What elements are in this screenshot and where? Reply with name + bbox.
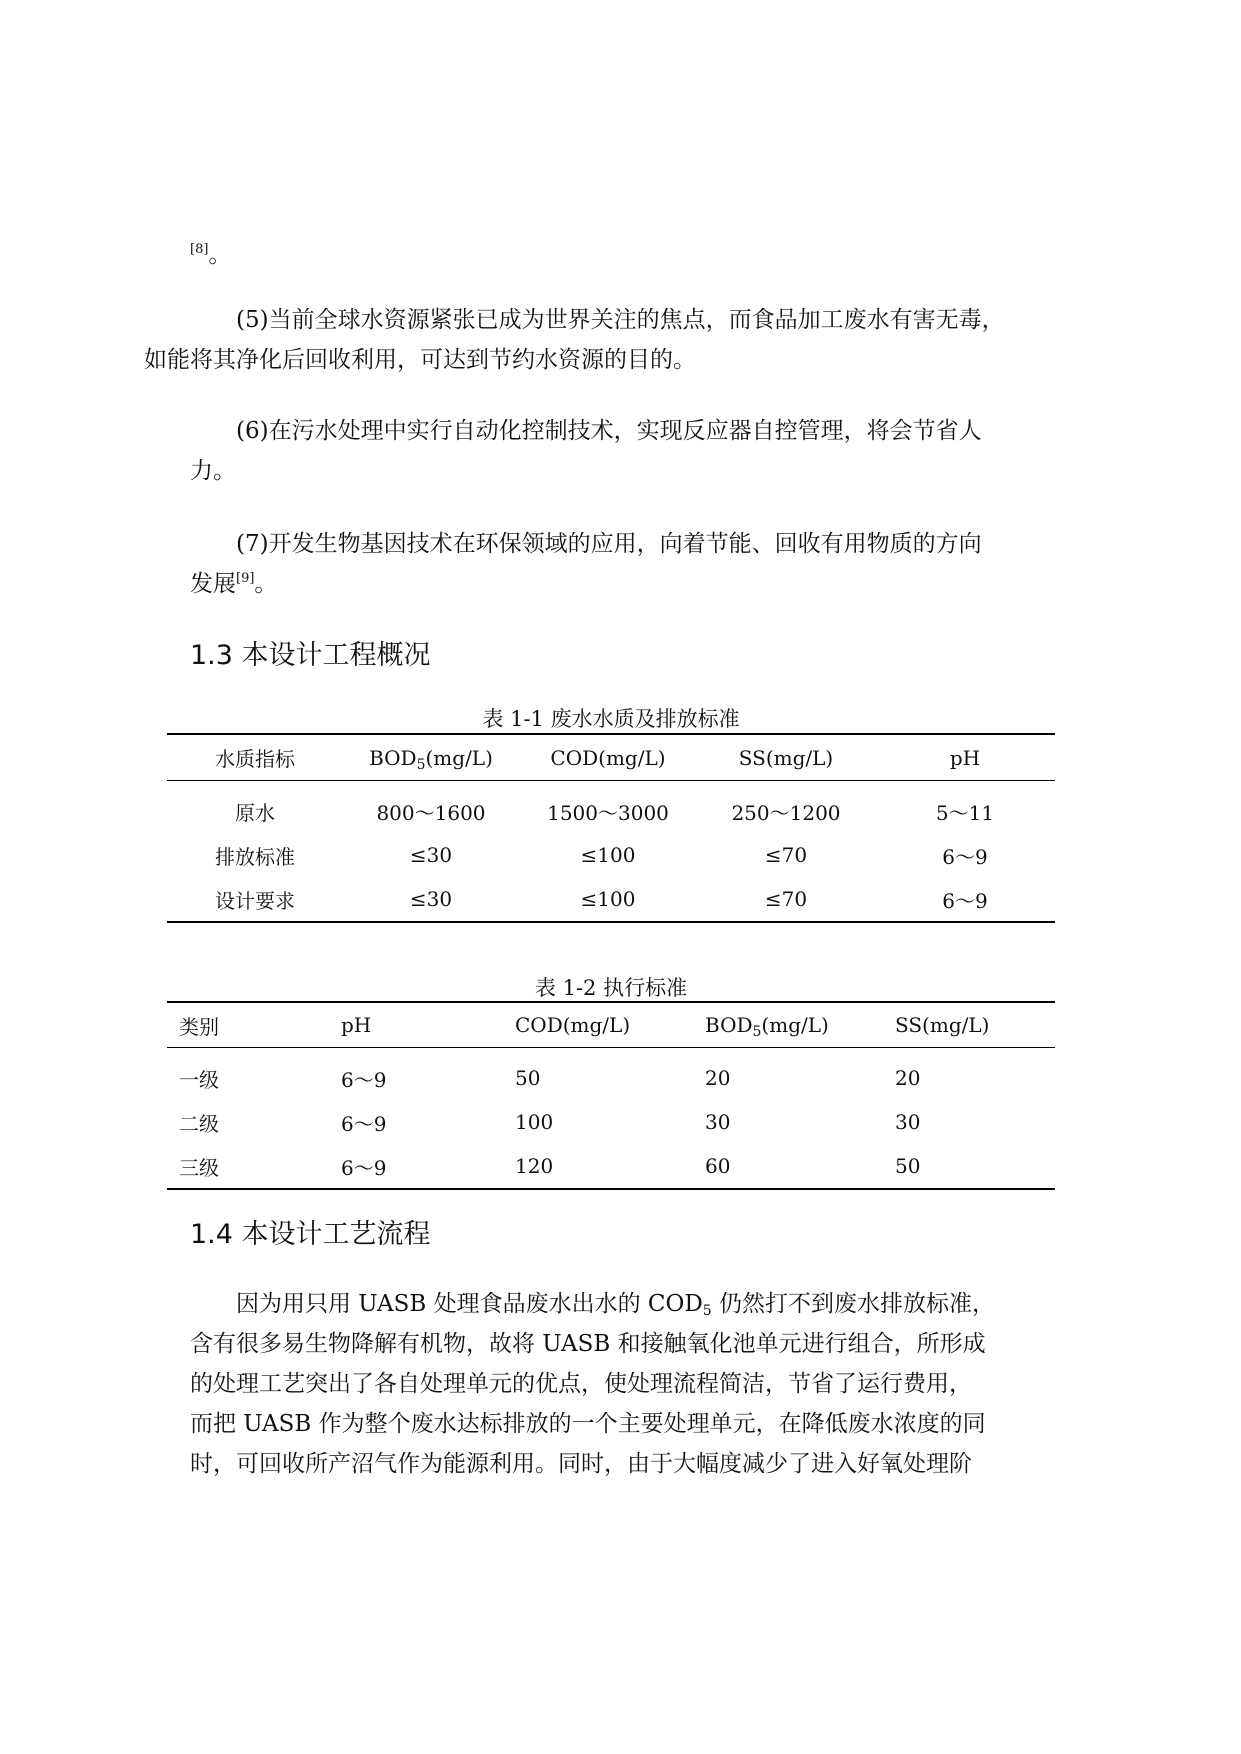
column-header: $BOD_5(mg/L)$ [705,1013,829,1040]
column-header: 水质指标 [215,747,295,771]
table-cell: 50 [895,1154,921,1178]
section-heading-1-4: 1.4 本设计工艺流程 [190,1219,431,1250]
table-header-row [167,1002,1055,1048]
paragraph-5 [144,300,1052,380]
table-cell: 原水 [235,800,275,825]
table-row [167,1144,1055,1189]
table-cell: 20 [705,1066,731,1090]
text-fragment: 发展 [190,571,236,597]
table-row [167,1048,1055,1101]
table-cell: 20 [895,1066,921,1090]
table-cell: 6～9 [341,1155,387,1180]
table-water-quality [167,733,1055,923]
column-header: $BOD_5(mg/L)$ [369,745,493,773]
table-cell: 排放标准 [215,844,295,869]
table-row [167,877,1055,922]
table-cell: 30 [895,1110,921,1134]
table-cell: 60 [705,1154,731,1178]
table-cell: 6～9 [942,844,988,869]
punctuation: 。 [208,242,232,268]
text-line: (6)在污水处理中实行自动化控制技术，实现反应器自控管理，将会节省人 [236,418,982,444]
paragraph-6 [190,411,1052,491]
column-header: pH [341,1013,372,1037]
table-row [167,833,1055,877]
table-cell: 三级 [179,1155,219,1180]
table-cell: 100 [515,1110,554,1134]
text-line: (5)当前全球水资源紧张已成为世界关注的焦点，而食品加工废水有害无毒， [236,307,1005,333]
table-cell: ≤70 [764,887,808,911]
citation-ref: [8] [190,242,209,257]
text-line: 时，可回收所产沼气作为能源利用。同时，由于大幅度减少了进入好氧处理阶 [190,1451,972,1477]
table-cell: ≤100 [580,887,636,911]
section-heading-1-3: 1.3 本设计工程概况 [190,640,431,671]
text-line: 含有很多易生物降解有机物，故将 UASB 和接触氧化池单元进行组合，所形成 [190,1331,986,1357]
table-row [167,1100,1055,1144]
table-cell: 1500～3000 [547,800,669,825]
table-cell: 设计要求 [215,888,295,913]
table-cell: ≤30 [409,887,453,911]
table-cell: 6～9 [942,888,988,913]
table-cell: ≤30 [409,843,453,867]
table2-caption: 表 1-2 执行标准 [534,976,688,1000]
text-line: 力。 [190,458,236,484]
table-cell: ≤100 [580,843,636,867]
text-line: (7)开发生物基因技术在环保领域的应用，向着节能、回收有用物质的方向 [236,531,982,557]
table-cell: ≤70 [764,843,808,867]
table1-caption: 表 1-1 废水水质及排放标准 [482,707,740,731]
paragraph-7 [190,524,1052,604]
table-cell: 5～11 [935,800,995,825]
text-line: 如能将其净化后回收利用，可达到节约水资源的目的。 [144,347,696,373]
table-cell: 120 [515,1154,554,1178]
column-header: COD(mg/L) [550,745,666,770]
text-line: 而把 UASB 作为整个废水达标排放的一个主要处理单元，在降低废水浓度的同 [190,1411,986,1437]
table-discharge-standards [167,1001,1055,1190]
column-header: pH [949,745,981,770]
column-header: COD(mg/L) [515,1013,631,1037]
text-line: 因为用只用 UASB 处理食品废水出水的 $COD_5$ 仍然打不到废水排放标准， [236,1291,996,1319]
table-header-row [167,734,1055,781]
table-cell: 二级 [179,1111,219,1136]
column-header: SS(mg/L) [895,1013,990,1037]
table-cell: 6～9 [341,1067,387,1092]
process-paragraph [190,1284,1052,1484]
column-header: 类别 [179,1014,219,1039]
table-cell: 6～9 [341,1111,387,1136]
reference-fragment [190,236,1052,269]
column-header: SS(mg/L) [738,745,834,770]
table-cell: 800～1600 [376,800,486,825]
text-line [144,564,1052,604]
table-cell: 一级 [179,1067,219,1092]
punctuation: 。 [254,571,278,597]
citation-ref: [9] [236,571,255,586]
table-cell: 30 [705,1110,731,1134]
text-line: 的处理工艺突出了各自处理单元的优点，使处理流程简洁，节省了运行费用， [190,1371,972,1397]
table-cell: 50 [515,1066,541,1090]
table-cell: 250～1200 [731,800,841,825]
table-row [167,781,1055,834]
